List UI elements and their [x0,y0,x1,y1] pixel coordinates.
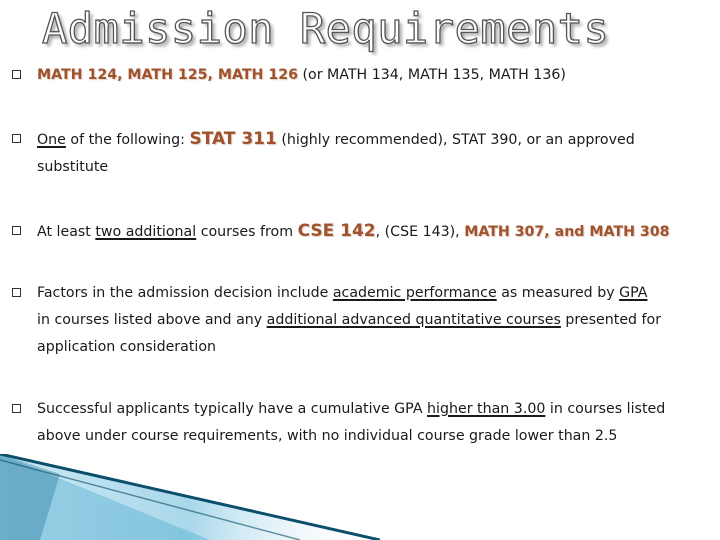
bullet-text: At least two additional courses from CSE 142, (CSE 143), MATH 307, and MATH 308 [37,221,670,241]
two-additional-text: two additional [95,224,197,240]
corner-decoration [0,454,380,540]
square-bullet-icon [12,70,21,79]
page-title: Admission Requirements [42,4,610,53]
square-bullet-icon [12,134,21,143]
math-307-308-courses: MATH 307, and MATH 308 [464,224,670,240]
square-bullet-icon [12,288,21,297]
square-bullet-icon [12,404,21,413]
one-text: One [37,132,66,148]
stat-311-course: STAT 311 [189,129,277,149]
academic-performance-text: academic performance [332,285,497,301]
square-bullet-icon [12,226,21,235]
bullet-text: One of the following: STAT 311 (highly recommended), STAT 390, or an approved substitute [37,129,635,175]
bullet-text [37,62,712,89]
math-course-list: MATH 124, MATH 125, MATH 126 [37,67,298,83]
gpa-text: GPA [619,285,648,301]
alt-course-list: (or MATH 134, MATH 135, MATH 136) [297,67,566,83]
higher-than-text: higher than 3.00 [427,401,546,417]
bullet-text: Factors in the admission decision include academic performance as measured by GPA in courses listed above and any additional advanced quantitative courses presented for application consideration [37,285,662,355]
cse-142-course: CSE 142 [297,221,376,241]
bullet-text: Successful applicants typically have a cumulative GPA higher than 3.00 in courses listed above under course requirements, with no individual course grade lower than 2.5 [37,401,666,444]
additional-courses-text: additional advanced quantitative courses [266,312,561,328]
